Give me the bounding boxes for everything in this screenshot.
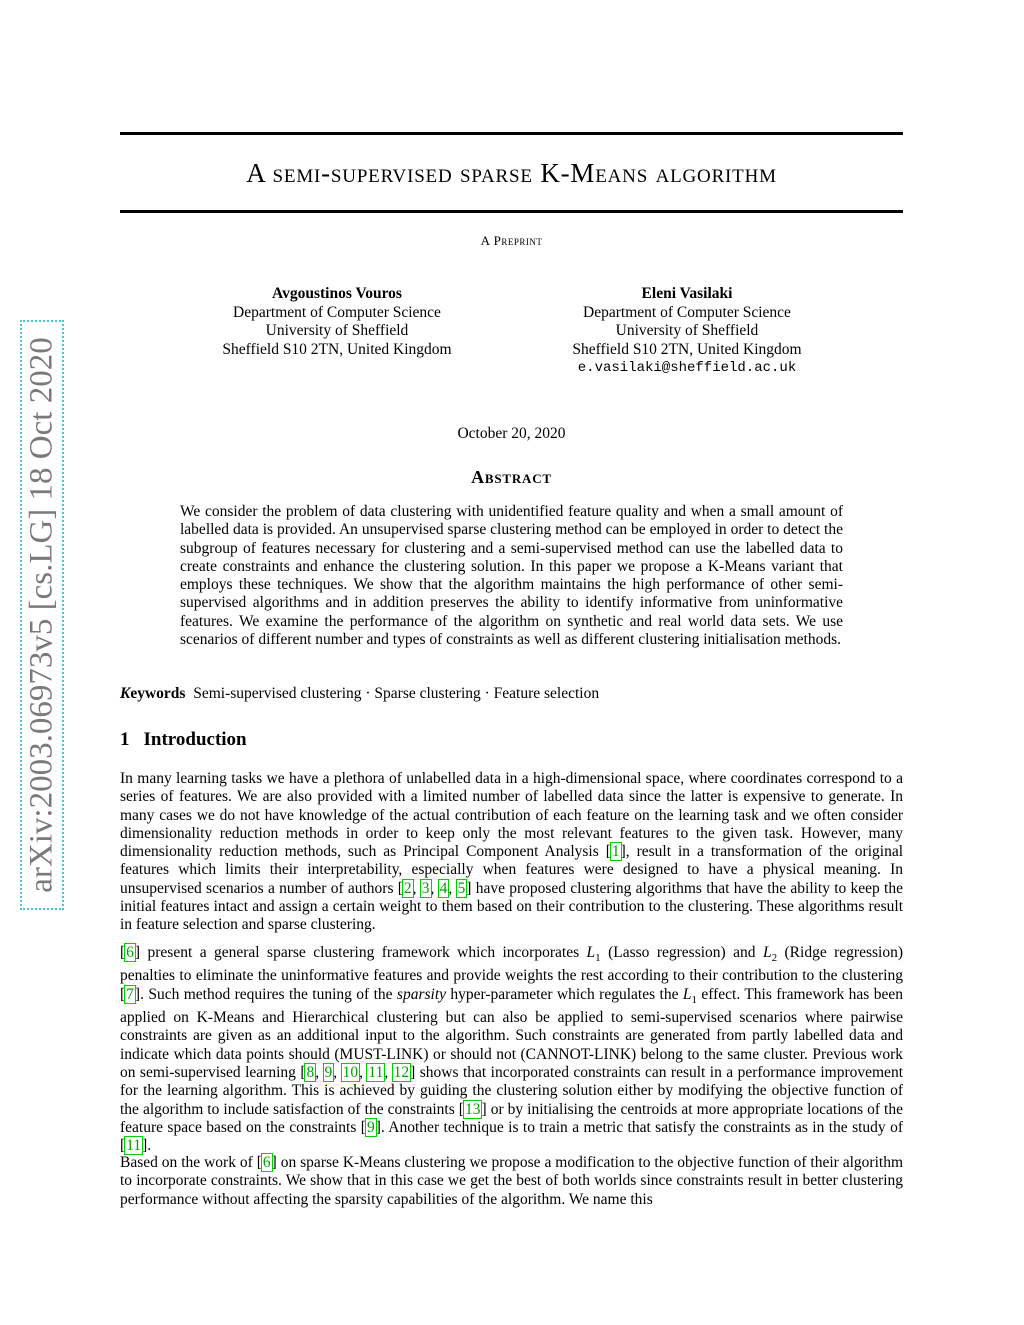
keywords-text: Semi-supervised clustering · Sparse clustering · Feature selection (193, 685, 600, 702)
section-number: 1 (120, 729, 130, 750)
citation-link[interactable]: 11 (368, 1063, 384, 1081)
arxiv-stamp (20, 320, 64, 910)
author-dept: Department of Computer Science (583, 303, 791, 321)
author-name: Avgoustinos Vouros (272, 285, 402, 302)
citation-link[interactable]: 6 (126, 944, 134, 961)
sparsity-term: sparsity (396, 985, 447, 1003)
abstract-heading: Abstract (471, 467, 552, 487)
math-l1: $L_1$ (682, 985, 697, 1006)
section-title: Introduction (143, 729, 247, 750)
citation-link[interactable]: 2 (403, 879, 412, 897)
intro-paragraph-1: In many learning tasks we have a plethora of unlabelled data in a high-dimensional space, where coordinates correspond to a series of features. We are also provided with a limited number of labelled data since the latter is expensive to generate. In many cases we do not have knowledge of the actual contribution of each feature on the learning task and we often consider dimensionality reduction methods in order to keep only the most relevant features to the given task. However, many dimensionality reduction methods, such as Principal Component Analysis [1], result in a transformation of the original features which limits their interpretability, especially when features were designed to have a physical meaning. In unsupervised scenarios a number of authors [2, 3, 4, 5] have proposed clustering algorithms that have the ability to keep the initial features intact and assign a certain weight to them based on their contribution to the clustering. These algorithms result in feature selection and sparse clustering. (120, 770, 903, 934)
citation-link[interactable]: 9 (324, 1063, 333, 1081)
keywords (120, 685, 903, 703)
paper-title: A semi-supervised sparse K-Means algorithm (246, 158, 777, 188)
abstract-text: We consider the problem of data clustering with unidentified feature quality and when a small amount of labelled data is provided. An unsupervised sparse clustering method can be employed in order to detect the subgroup of features necessary for clustering and a semi-supervised method can use the labelled data to create constraints and enhance the clustering solution. In this paper we propose a K-Means variant that employs these techniques. We show that the algorithm maintains the high performance of other semi-supervised algorithms and in addition preserves the ability to identify informative from uninformative features. We examine the performance of the algorithm on synthetic and real world data sets. We use scenarios of different number and types of constraints as well as different clustering initialisation methods. (180, 503, 843, 649)
math-l2: $L_2$ (762, 944, 778, 965)
section-heading (120, 729, 247, 751)
intro-paragraph-2: [6] present a general sparse clustering framework which incorporates $L_1$ (Lasso regression) and $L_2$ (Ridge regression) penalties to eliminate the uninformative features and provide weights the rest according to their contribution to the clustering [7]. Such method requires the tuning of the sparsity hyper-parameter which regulates the $L_1$ effect. This framework has been applied on K-Means and Hierarchical clustering but can also be applied to semi-supervised scenarios where pairwise constraints are given as an additional input to the algorithm. Such constraints are generated from partly labelled data and indicate which data points should (MUST-LINK) or should not (CANNOT-LINK) belong to the same cluster. Previous work on semi-supervised learning [8, 9, 10, 11, 12] shows that incorporated constraints can result in a performance improvement for the learning algorithm. This is achieved by guiding the clustering solution either by modifying the objective function of the algorithm to include satisfaction of the constraints [13] or by initialising the centroids at more appropriate locations of the feature space based on the constraints [9]. Another technique is to train a metric that satisfy the constraints as in the study of [11]. (120, 944, 904, 1155)
citation-link[interactable]: 3 (421, 879, 430, 897)
author-name: Eleni Vasilaki (641, 285, 733, 302)
author-addr: Sheffield S10 2TN, United Kingdom (572, 340, 802, 358)
author-1 (187, 285, 487, 359)
citation-link[interactable]: 13 (464, 1100, 481, 1118)
date: October 20, 2020 (457, 425, 566, 442)
citation-link[interactable]: 6 (262, 1154, 271, 1171)
citation-link[interactable]: 11 (126, 1137, 142, 1155)
arxiv-id: arXiv:2003.06973v5 [cs.LG] 18 Oct 2020 (23, 337, 60, 893)
citation-link[interactable]: 9 (366, 1118, 375, 1136)
intro-paragraph-3: Based on the work of [6] on sparse K-Means clustering we propose a modification to the objective function of their algorithm to incorporate constraints. We show that in this case we get the best of both worlds since constraints result in better clustering performance without affecting the sparsity capabilities of the algorithm. We name this (120, 1154, 904, 1208)
author-univ: University of Sheffield (615, 322, 759, 339)
author-dept: Department of Computer Science (233, 303, 441, 321)
citation-link[interactable]: 4 (439, 879, 448, 897)
author-univ: University of Sheffield (265, 322, 409, 339)
citation-link[interactable]: 7 (126, 985, 134, 1003)
title-top-rule (120, 132, 903, 135)
author-2 (537, 285, 837, 378)
citation-link[interactable]: 1 (611, 843, 620, 861)
author-addr: Sheffield S10 2TN, United Kingdom (222, 340, 452, 358)
preprint-label: A Preprint (480, 233, 543, 248)
citation-link[interactable]: 10 (342, 1063, 359, 1081)
keywords-label: Keywords (120, 685, 186, 702)
citation-link[interactable]: 12 (393, 1063, 410, 1081)
title-bottom-rule (120, 210, 903, 213)
citation-link[interactable]: 5 (457, 879, 466, 897)
math-l1: $L_1$ (586, 944, 601, 965)
citation-link[interactable]: 8 (306, 1063, 315, 1081)
author-email[interactable]: e.vasilaki@sheffield.ac.uk (577, 360, 797, 376)
